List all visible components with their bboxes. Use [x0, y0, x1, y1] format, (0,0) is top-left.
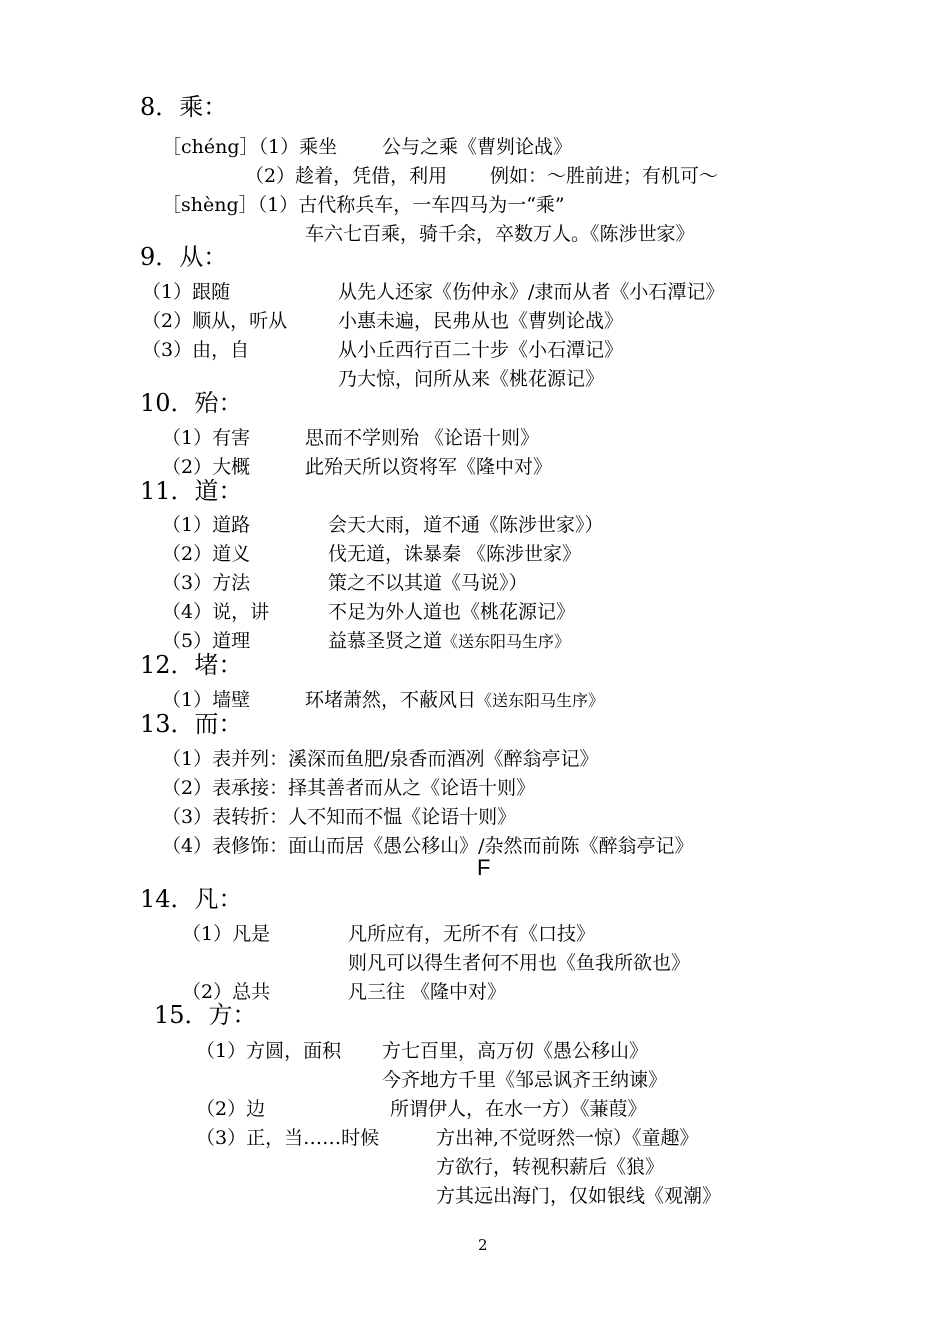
example-11-3: 策之不以其道《马说》） — [328, 572, 528, 594]
example-8-3: 车六七百乘，骑千余，卒数万人。《陈涉世家》 — [305, 223, 695, 245]
example-14-1: 凡所应有，无所不有《口技》 — [348, 923, 596, 945]
example-10-1: 思而不学则殆 《论语十则》 — [305, 427, 540, 449]
sense-15-3: （3）正，当……时候 — [196, 1127, 380, 1149]
sense-11-2: （2）道义 — [162, 543, 251, 565]
sense-11-5: （5）道理 — [162, 630, 251, 652]
heading-8: 8．乘： — [140, 93, 228, 121]
usage-13-4: （4）表修饰：面山而居《愚公移山》/杂然而前陈《醉翁亭记》 — [162, 835, 694, 857]
example-12-1-source: 《送东阳马生序》 — [476, 691, 605, 710]
heading-14: 14．凡： — [140, 885, 243, 913]
example-15-1: 方七百里，高万仞《愚公移山》 — [382, 1040, 649, 1062]
letter-section-marker: F — [477, 855, 491, 880]
heading-10: 10．殆： — [140, 389, 243, 417]
example-11-5-source: 《送东阳马生序》 — [442, 632, 571, 651]
example-10-2: 此殆天所以资将军《隆中对》 — [305, 456, 553, 478]
heading-11: 11．道： — [140, 477, 243, 505]
sense-10-2: （2）大概 — [162, 456, 251, 478]
heading-9: 9．从： — [140, 243, 228, 271]
example-14-2: 则凡可以得生者何不用也《鱼我所欲也》 — [348, 952, 691, 974]
sense-11-1: （1）道路 — [162, 514, 251, 536]
sense-14-1: （1）凡是 — [182, 923, 271, 945]
example-9-4: 乃大惊，问所从来《桃花源记》 — [338, 368, 605, 390]
example-11-4: 不足为外人道也《桃花源记》 — [328, 601, 576, 623]
sense-12-1: （1）墙壁 — [162, 689, 251, 711]
sense-10-1: （1）有害 — [162, 427, 251, 449]
example-15-5: 方欲行，转视积薪后《狼》 — [436, 1156, 665, 1178]
example-15-3: 所谓伊人，在水一方）《蒹葭》 — [390, 1098, 647, 1120]
example-14-3: 凡三往 《隆中对》 — [348, 981, 507, 1003]
page-number: 2 — [478, 1236, 488, 1254]
sense-9-3: （3）由，自 — [142, 339, 250, 361]
usage-13-2: （2）表承接：择其善者而从之《论语十则》 — [162, 777, 536, 799]
example-15-2: 今齐地方千里《邹忌讽齐王纳谏》 — [382, 1069, 668, 1091]
heading-12: 12．堵： — [140, 651, 243, 679]
example-12-1-text: 环堵萧然，不蔽风日 — [305, 689, 477, 711]
sense-15-2: （2）边 — [196, 1098, 266, 1120]
sense-8-2: （2）趁着，凭借，利用 — [245, 165, 448, 187]
heading-13: 13．而： — [140, 710, 243, 738]
example-8-2: 例如：～胜前进；有机可～ — [490, 165, 719, 187]
sense-11-3: （3）方法 — [162, 572, 251, 594]
sense-9-1: （1）跟随 — [142, 281, 231, 303]
example-8-1: 公与之乘《曹刿论战》 — [382, 136, 573, 158]
sense-14-2: （2）总共 — [182, 981, 271, 1003]
sense-11-4: （4）说，讲 — [162, 601, 270, 623]
sense-9-2: （2）顺从，听从 — [142, 310, 288, 332]
example-11-5 — [328, 629, 570, 654]
usage-13-1: （1）表并列：溪深而鱼肥/泉香而酒冽《醉翁亭记》 — [162, 748, 599, 770]
pinyin-cheng-sense-1: ［chéng］（1）乘坐 — [162, 136, 338, 158]
pinyin-sheng-sense-1: ［shèng］（1）古代称兵车，一车四马为一“乘” — [162, 194, 565, 216]
example-9-3: 从小丘西行百二十步《小石潭记》 — [338, 339, 624, 361]
example-9-2: 小惠未遍，民弗从也《曹刿论战》 — [338, 310, 624, 332]
sense-15-1: （1）方圆，面积 — [196, 1040, 342, 1062]
example-12-1 — [305, 688, 604, 713]
example-15-6: 方其远出海门，仅如银线《观潮》 — [436, 1185, 722, 1207]
example-9-1: 从先人还家《伤仲永》/隶而从者《小石潭记》 — [338, 281, 725, 303]
example-11-1: 会天大雨，道不通《陈涉世家》） — [328, 514, 604, 536]
example-15-4: 方出神,不觉呀然一惊）《童趣》 — [436, 1127, 699, 1149]
heading-15: 15．方： — [154, 1001, 257, 1029]
example-11-2: 伐无道，诛暴秦 《陈涉世家》 — [328, 543, 582, 565]
usage-13-3: （3）表转折：人不知而不愠《论语十则》 — [162, 806, 517, 828]
example-11-5-text: 益慕圣贤之道 — [328, 630, 443, 652]
